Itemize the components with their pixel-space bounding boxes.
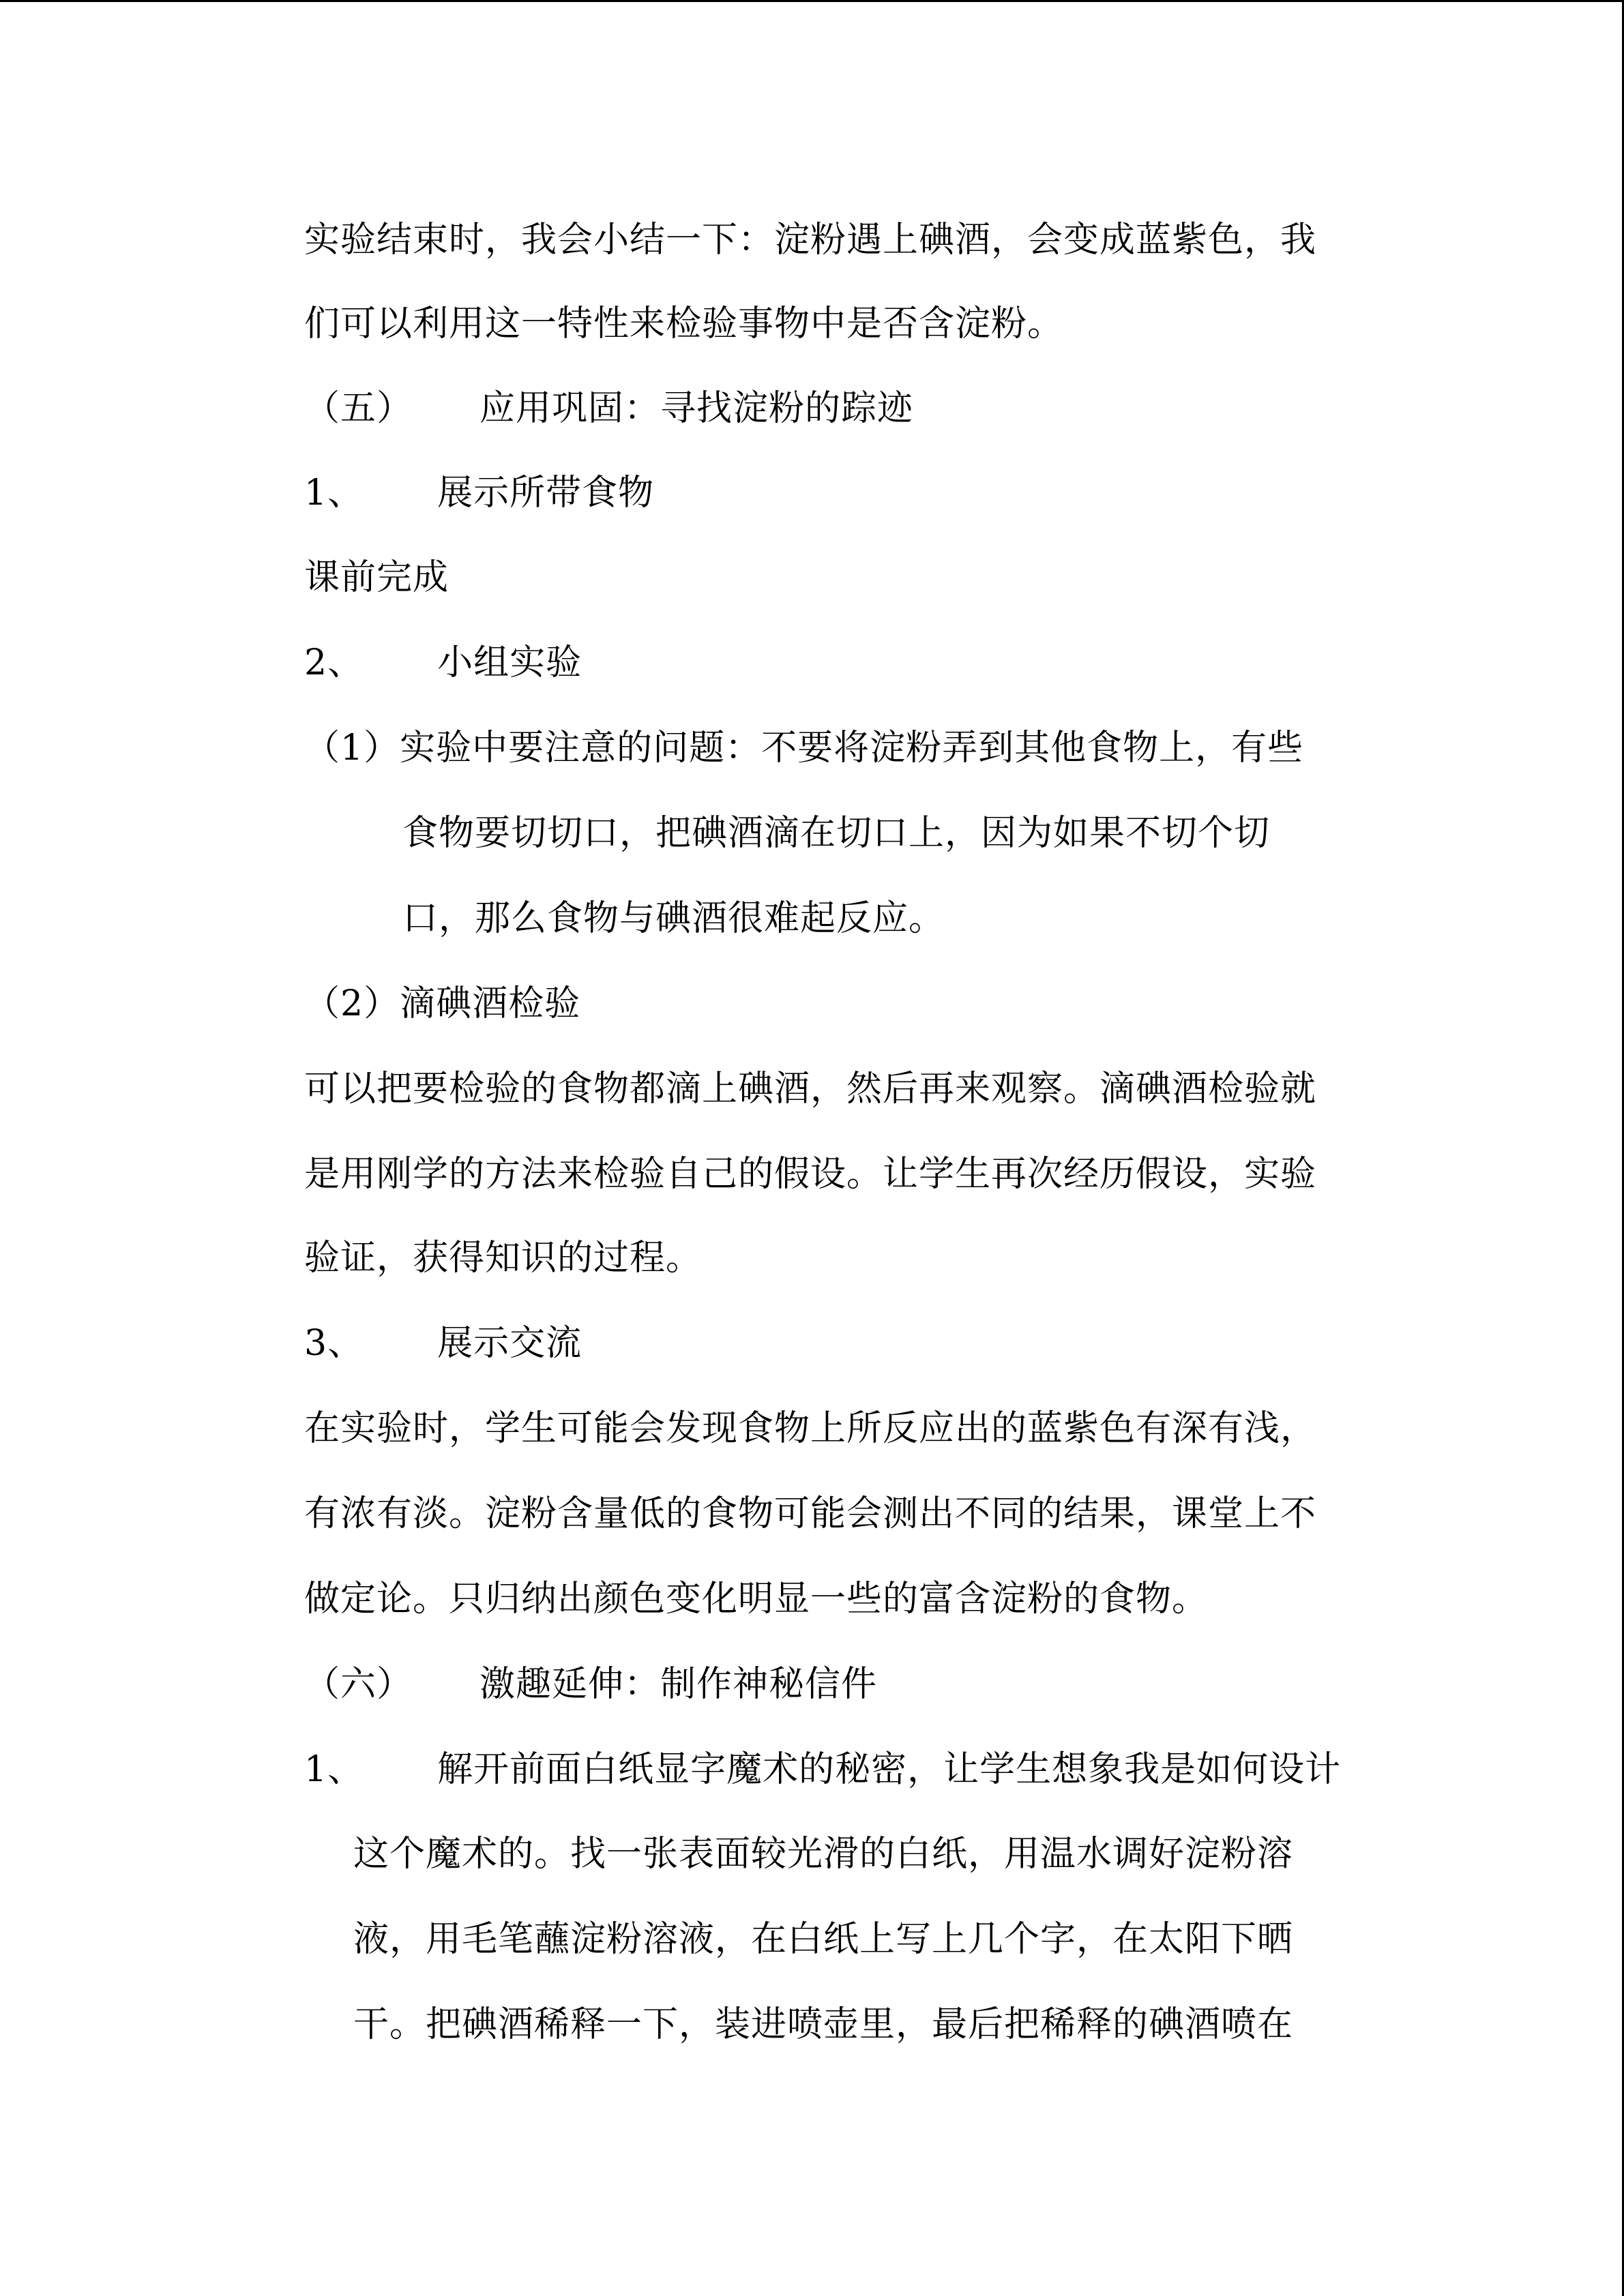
list-item-3-number: 3、: [304, 1323, 364, 1364]
section-heading-5: [304, 385, 913, 432]
section-heading-6-number: （六）: [304, 1664, 413, 1705]
list-item-1-title: 展示所带食物: [437, 473, 655, 513]
paragraph-exchange-line-1: 在实验时，学生可能会发现食物上所反应出的蓝紫色有深有浅，: [304, 1408, 1317, 1449]
list-item-2-number: 2、: [304, 642, 364, 683]
section-heading-6-title: 激趣延伸：制作神秘信件: [479, 1664, 878, 1705]
paragraph-exchange-line-3: 做定论。只归纳出颜色变化明显一些的富含淀粉的食物。: [304, 1579, 1209, 1620]
paragraph-summary-line-1: 实验结束时，我会小结一下：淀粉遇上碘酒，会变成蓝紫色，我: [304, 220, 1317, 260]
list-item-2-title: 小组实验: [437, 642, 582, 683]
extension-item-1-line-1: [304, 1746, 1341, 1793]
paragraph-test-line-1: 可以把要检验的食物都滴上碘酒，然后再来观察。滴碘酒检验就: [304, 1069, 1317, 1109]
list-item-3-title: 展示交流: [437, 1323, 582, 1364]
section-heading-5-title: 应用巩固：寻找淀粉的踪迹: [479, 388, 914, 429]
section-heading-5-number: （五）: [304, 388, 413, 429]
list-item-1-body: 课前完成: [304, 557, 449, 598]
list-item-2: [304, 639, 582, 687]
paragraph-exchange-line-2: 有浓有淡。淀粉含量低的食物可能会测出不同的结果，课堂上不: [304, 1493, 1317, 1534]
extension-item-1-number: 1、: [304, 1749, 364, 1790]
subitem-1-line-3: 口，那么食物与碘酒很难起反应。: [402, 898, 945, 939]
paragraph-test-line-2: 是用刚学的方法来检验自己的假设。让学生再次经历假设，实验: [304, 1154, 1317, 1195]
paragraph-summary-line-2: 们可以利用这一特性来检验事物中是否含淀粉。: [304, 303, 1064, 344]
subitem-1-line-1: （1）实验中要注意的问题：不要将淀粉弄到其他食物上，有些: [304, 728, 1304, 769]
extension-item-1-line-3: 液，用毛笔蘸淀粉溶液，在白纸上写上几个字，在太阳下晒: [353, 1919, 1294, 1960]
list-item-1: [304, 469, 654, 517]
list-item-1-number: 1、: [304, 473, 364, 513]
extension-item-1-text: 解开前面白纸显字魔术的秘密，让学生想象我是如何设计: [437, 1749, 1342, 1790]
extension-item-1-line-2: 这个魔术的。找一张表面较光滑的白纸，用温水调好淀粉溶: [353, 1834, 1294, 1875]
extension-item-1-line-4: 干。把碘酒稀释一下，装进喷壶里，最后把稀释的碘酒喷在: [353, 2004, 1294, 2045]
subitem-2-heading: （2）滴碘酒检验: [304, 983, 581, 1024]
paragraph-test-line-3: 验证，获得知识的过程。: [304, 1238, 703, 1279]
subitem-1-line-2: 食物要切切口，把碘酒滴在切口上，因为如果不切个切: [402, 813, 1271, 854]
list-item-3: [304, 1320, 582, 1367]
section-heading-6: [304, 1660, 877, 1708]
